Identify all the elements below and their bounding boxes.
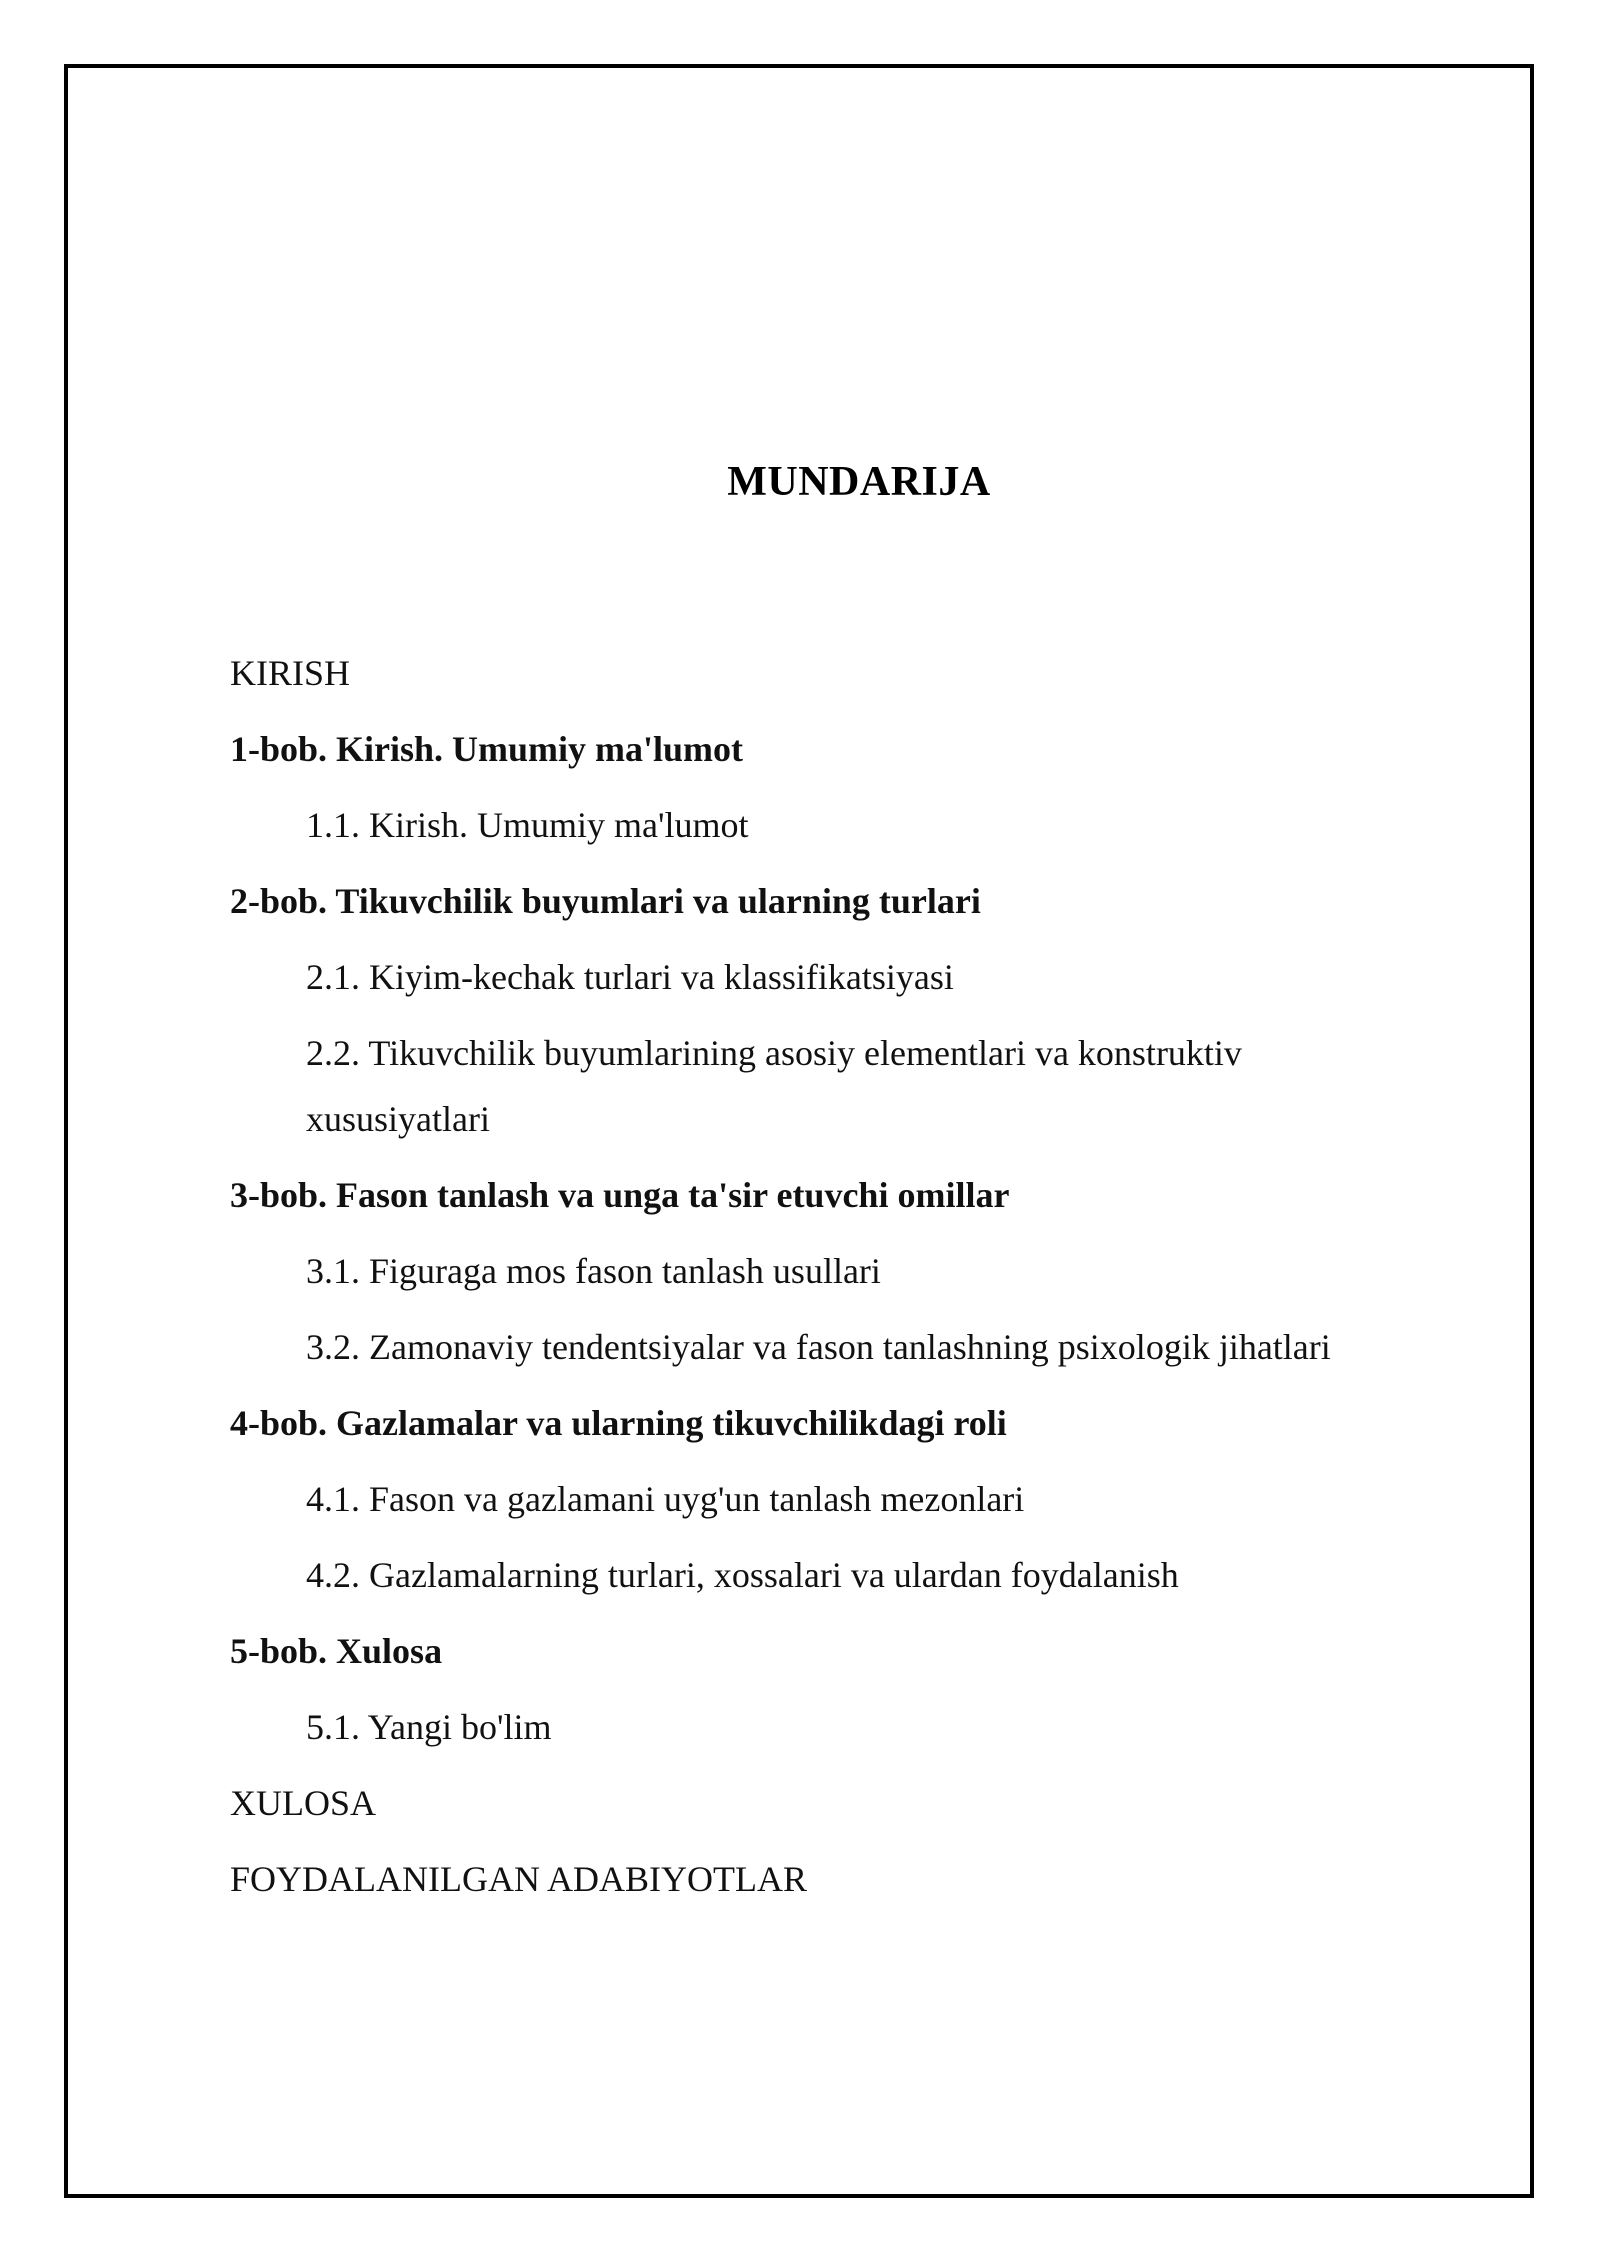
toc-entry-section-4-1: 4.1. Fason va gazlamani uyg'un tanlash mezonlari	[306, 1479, 1025, 1519]
toc-entry-section-2-1: 2.1. Kiyim-kechak turlari va klassifikatsiyasi	[306, 957, 954, 997]
toc-entry-section-3-1: 3.1. Figuraga mos fason tanlash usullari	[306, 1251, 881, 1291]
toc-entry-chapter-2: 2-bob. Tikuvchilik buyumlari va ularning turlari	[230, 881, 981, 921]
toc-entry-section-4-2: 4.2. Gazlamalarning turlari, xossalari va ulardan foydalanish	[306, 1555, 1179, 1595]
toc-entry-chapter-5: 5-bob. Xulosa	[230, 1631, 443, 1671]
toc-entry-chapter-3: 3-bob. Fason tanlash va unga ta'sir etuvchi omillar	[230, 1175, 1010, 1215]
toc-entry-conclusion: XULOSA	[230, 1783, 377, 1823]
toc-entry-references: FOYDALANILGAN ADABIYOTLAR	[230, 1859, 807, 1899]
toc-entry-section-2-2: 2.2. Tikuvchilik buyumlarining asosiy elementlari va konstruktiv xususiyatlari	[306, 1033, 1242, 1139]
table-of-contents	[230, 640, 1410, 1922]
document-title: MUNDARIJA	[727, 459, 991, 505]
toc-entry-section-5-1: 5.1. Yangi bo'lim	[306, 1707, 552, 1747]
toc-entry-chapter-1: 1-bob. Kirish. Umumiy ma'lumot	[230, 729, 744, 769]
toc-entry-chapter-4: 4-bob. Gazlamalar va ularning tikuvchilikdagi roli	[230, 1403, 1007, 1443]
toc-entry-section-1-1: 1.1. Kirish. Umumiy ma'lumot	[306, 805, 749, 845]
toc-entry-intro: KIRISH	[230, 653, 351, 693]
toc-entry-section-3-2: 3.2. Zamonaviy tendentsiyalar va fason tanlashning psixologik jihatlari	[306, 1327, 1331, 1367]
